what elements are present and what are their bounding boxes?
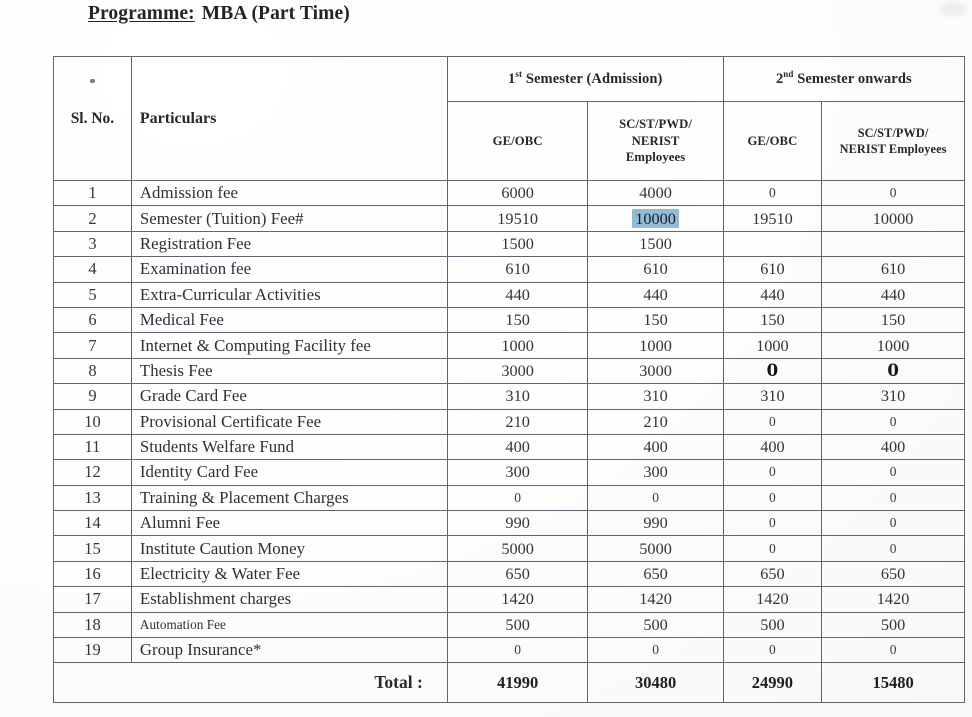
semester-2-ordinal-suffix: nd <box>783 68 794 79</box>
column-header-sl-no <box>54 57 132 181</box>
column-header-sem2-general-label: GE/OBC <box>747 133 798 148</box>
table-row <box>54 561 965 586</box>
table-row <box>54 587 965 612</box>
cell-sem2-reserved: 1000 <box>822 333 965 358</box>
cell-sl-no: 4 <box>54 257 132 282</box>
cell-sem2-general: 19510 <box>723 206 821 231</box>
cell-sem1-reserved: 0 <box>588 638 723 663</box>
cell-sem2-reserved: 650 <box>822 561 965 586</box>
table-body <box>54 181 965 663</box>
cell-sem1-general: 500 <box>447 612 588 637</box>
table-row <box>54 181 965 206</box>
cell-sem2-reserved <box>822 231 965 256</box>
programme-value: MBA (Part Time) <box>201 3 350 24</box>
total-label-text: Total : <box>374 672 423 693</box>
cell-sem2-reserved: 0 <box>822 358 965 383</box>
cell-sem2-general: 440 <box>723 282 821 307</box>
fee-table-container <box>53 56 965 703</box>
cell-particulars: Medical Fee <box>131 307 447 332</box>
cell-sem1-general: 610 <box>447 257 588 282</box>
table-row <box>54 460 965 485</box>
cell-sl-no: 8 <box>54 358 132 383</box>
cell-particulars: Electricity & Water Fee <box>131 561 447 586</box>
cell-particulars: Internet & Computing Facility fee <box>131 333 447 358</box>
table-row <box>54 333 965 358</box>
cell-particulars: Identity Card Fee <box>131 460 447 485</box>
cell-sem2-reserved: 0 <box>822 181 965 206</box>
semester-2-ordinal: 2 <box>775 70 784 87</box>
semester-1-rest: Semester (Admission) <box>522 70 663 87</box>
semester-1-ordinal: 1 <box>508 70 516 87</box>
cell-particulars: Provisional Certificate Fee <box>131 409 447 434</box>
sem1-reserved-line2: NERIST <box>631 133 680 148</box>
semester-1-ordinal-suffix: st <box>515 68 523 79</box>
cell-sl-no: 5 <box>54 282 132 307</box>
table-row <box>54 206 965 231</box>
sem2-reserved-line1: SC/ST/PWD/ <box>857 125 929 140</box>
table-row <box>54 257 965 282</box>
column-header-particulars-label: Particulars <box>139 109 217 127</box>
cell-sem1-reserved: 650 <box>588 561 723 586</box>
cell-sem2-reserved: 400 <box>822 434 965 459</box>
cell-sl-no: 6 <box>54 307 132 332</box>
page-title <box>88 3 350 25</box>
table-row <box>54 434 965 459</box>
total-sem2-reserved: 15480 <box>822 663 965 703</box>
cell-particulars: Institute Caution Money <box>131 536 447 561</box>
cell-particulars: Alumni Fee <box>131 511 447 536</box>
table-row <box>54 307 965 332</box>
table-row <box>54 409 965 434</box>
cell-particulars: Automation Fee <box>131 612 447 637</box>
cell-sem2-reserved: 500 <box>822 612 965 637</box>
cell-sem1-general: 1500 <box>447 231 588 256</box>
cell-sem2-general: 610 <box>723 257 821 282</box>
table-row <box>54 612 965 637</box>
cell-sem2-reserved: 0 <box>822 638 965 663</box>
cell-sem1-reserved: 4000 <box>588 181 723 206</box>
cell-sl-no: 1 <box>54 181 132 206</box>
cell-particulars: Semester (Tuition) Fee# <box>131 206 447 231</box>
table-footer <box>54 663 965 703</box>
semester-2-rest: Semester onwards <box>793 70 912 87</box>
cell-sem1-general: 650 <box>447 561 588 586</box>
cell-sem1-reserved: 1420 <box>588 587 723 612</box>
cell-sem1-reserved: 500 <box>588 612 723 637</box>
column-header-sem2-general <box>723 102 821 181</box>
cell-sl-no: 15 <box>54 536 132 561</box>
cell-particulars: Examination fee <box>131 257 447 282</box>
cell-sem2-general: 0 <box>723 536 821 561</box>
table-row <box>54 485 965 510</box>
cell-sem2-general: 310 <box>723 384 821 409</box>
cell-sem1-general: 6000 <box>447 181 588 206</box>
table-row <box>54 638 965 663</box>
cell-sem2-general: 1420 <box>723 587 821 612</box>
cell-sem1-reserved: 3000 <box>588 358 723 383</box>
cell-particulars: Group Insurance* <box>131 638 447 663</box>
cell-sem2-general: 0 <box>723 409 821 434</box>
cell-sem1-general: 3000 <box>447 358 588 383</box>
column-header-particulars <box>131 57 447 181</box>
cell-sem2-reserved: 310 <box>822 384 965 409</box>
cell-sem1-reserved: 210 <box>588 409 723 434</box>
cell-sem1-reserved: 990 <box>588 511 723 536</box>
cell-sem2-reserved: 1420 <box>822 587 965 612</box>
cell-sem1-reserved: 1500 <box>588 231 723 256</box>
cell-particulars: Admission fee <box>131 181 447 206</box>
cell-sem2-general: 0 <box>723 460 821 485</box>
cell-particulars: Extra-Curricular Activities <box>131 282 447 307</box>
table-header <box>54 57 965 181</box>
cell-sem1-reserved: 440 <box>588 282 723 307</box>
cell-sem1-reserved: 1000 <box>588 333 723 358</box>
cell-sem2-reserved: 0 <box>822 536 965 561</box>
cell-sem2-general <box>723 231 821 256</box>
cell-sem2-reserved: 0 <box>822 409 965 434</box>
cell-sl-no: 16 <box>54 561 132 586</box>
cell-sl-no: 13 <box>54 485 132 510</box>
cell-sl-no: 3 <box>54 231 132 256</box>
sem2-reserved-line2: NERIST Employees <box>839 142 947 156</box>
cell-sl-no: 11 <box>54 434 132 459</box>
table-row <box>54 384 965 409</box>
cell-sem1-general: 5000 <box>447 536 588 561</box>
sem1-reserved-line1: SC/ST/PWD/ <box>619 116 693 131</box>
cell-particulars: Training & Placement Charges <box>131 485 447 510</box>
selected-cell-value[interactable]: 10000 <box>632 209 679 228</box>
cell-particulars: Grade Card Fee <box>131 384 447 409</box>
total-sem2-general: 24990 <box>723 663 821 703</box>
cell-sem2-general: 1000 <box>723 333 821 358</box>
cell-sem1-reserved: 610 <box>588 257 723 282</box>
cell-sl-no: 10 <box>54 409 132 434</box>
cell-sl-no: 2 <box>54 206 132 231</box>
cell-sem1-general: 210 <box>447 409 588 434</box>
total-sem1-general: 41990 <box>447 663 588 703</box>
column-header-sem1-general-label: GE/OBC <box>492 133 543 148</box>
total-sem1-reserved: 30480 <box>588 663 723 703</box>
cell-sem2-general: 0 <box>723 511 821 536</box>
cell-sl-no: 9 <box>54 384 132 409</box>
cell-sl-no: 7 <box>54 333 132 358</box>
cell-sem1-general: 400 <box>447 434 588 459</box>
cell-particulars: Thesis Fee <box>131 358 447 383</box>
cell-sem2-general: 0 <box>723 638 821 663</box>
cell-sem1-general: 1420 <box>447 587 588 612</box>
cell-sem2-reserved: 10000 <box>822 206 965 231</box>
cell-sem1-reserved: 5000 <box>588 536 723 561</box>
column-header-sl-no-label: Sl. No. <box>70 109 115 127</box>
column-header-sem1-reserved <box>588 102 723 181</box>
cell-sem2-general: 400 <box>723 434 821 459</box>
cell-sem1-reserved <box>588 206 723 231</box>
scan-smudge <box>940 2 966 16</box>
column-group-header-semester-1 <box>447 57 723 102</box>
column-header-sem2-reserved <box>822 102 965 181</box>
cell-sem2-reserved: 0 <box>822 511 965 536</box>
cell-sem2-reserved: 610 <box>822 257 965 282</box>
cell-sem1-general: 990 <box>447 511 588 536</box>
cell-sl-no: 14 <box>54 511 132 536</box>
column-group-header-semester-2 <box>723 57 964 102</box>
cell-particulars: Establishment charges <box>131 587 447 612</box>
cell-sem2-reserved: 150 <box>822 307 965 332</box>
fee-structure-table <box>53 56 965 703</box>
cell-sem1-general: 300 <box>447 460 588 485</box>
cell-particulars: Students Welfare Fund <box>131 434 447 459</box>
table-row <box>54 511 965 536</box>
cell-sem2-reserved: 0 <box>822 485 965 510</box>
cell-particulars: Registration Fee <box>131 231 447 256</box>
scan-speck-icon <box>90 79 95 83</box>
cell-sem1-reserved: 300 <box>588 460 723 485</box>
total-label <box>54 663 448 703</box>
cell-sem1-reserved: 0 <box>588 485 723 510</box>
cell-sem1-general: 19510 <box>447 206 588 231</box>
cell-sl-no: 19 <box>54 638 132 663</box>
cell-sem2-general: 0 <box>723 358 821 383</box>
cell-sem1-general: 1000 <box>447 333 588 358</box>
cell-sem1-general: 0 <box>447 638 588 663</box>
cell-sem1-general: 310 <box>447 384 588 409</box>
cell-sem2-reserved: 0 <box>822 460 965 485</box>
cell-sem1-reserved: 150 <box>588 307 723 332</box>
cell-sem2-general: 500 <box>723 612 821 637</box>
cell-sem1-reserved: 400 <box>588 434 723 459</box>
cell-sem2-reserved: 440 <box>822 282 965 307</box>
cell-sem1-general: 0 <box>447 485 588 510</box>
table-row <box>54 358 965 383</box>
cell-sem2-general: 150 <box>723 307 821 332</box>
table-row <box>54 231 965 256</box>
cell-sem1-reserved: 310 <box>588 384 723 409</box>
cell-sem1-general: 150 <box>447 307 588 332</box>
sem1-reserved-line3: Employees <box>625 150 686 165</box>
column-header-sem1-general <box>447 102 588 181</box>
table-row <box>54 536 965 561</box>
programme-label: Programme: <box>88 3 195 24</box>
cell-sl-no: 17 <box>54 587 132 612</box>
cell-sem1-general: 440 <box>447 282 588 307</box>
table-row <box>54 282 965 307</box>
cell-sl-no: 12 <box>54 460 132 485</box>
cell-sem2-general: 0 <box>723 485 821 510</box>
cell-sem2-general: 650 <box>723 561 821 586</box>
cell-sl-no: 18 <box>54 612 132 637</box>
cell-sem2-general: 0 <box>723 181 821 206</box>
